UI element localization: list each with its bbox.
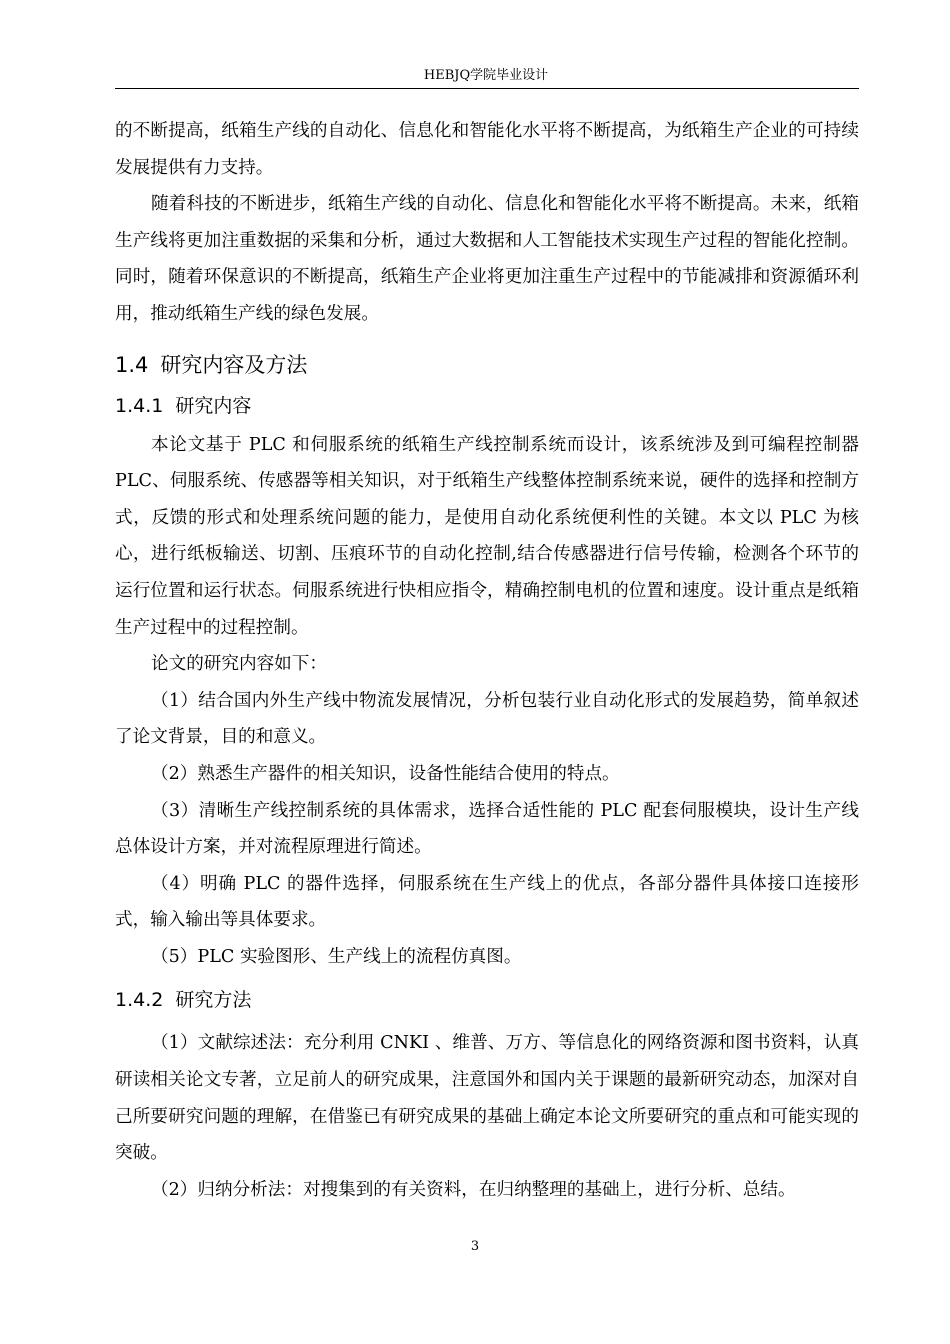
section-heading-1-4	[115, 353, 859, 377]
paragraph-continued: 的不断提高，纸箱生产线的自动化、信息化和智能化水平将不断提高，为纸箱生产企业的可持续发展提供有力支持。	[115, 121, 859, 178]
list-item: （2）熟悉生产器件的相关知识，设备性能结合使用的特点。	[151, 763, 620, 784]
page-body	[115, 113, 859, 1208]
list-item: （1）结合国内外生产线中物流发展情况，分析包装行业自动化形式的发展趋势，简单叙述了论文背景，目的和意义。	[115, 690, 859, 748]
section-number: 1.4	[115, 352, 149, 377]
section-title: 研究内容	[175, 394, 252, 417]
section-number: 1.4.2	[115, 989, 164, 1012]
running-header: HEBJQ学院毕业设计	[423, 68, 549, 83]
paragraph-research-intro: 本论文基于 PLC 和伺服系统的纸箱生产线控制系统而设计，该系统涉及到可编程控制器 PLC、伺服系统、传感器等相关知识，对于纸箱生产线整体控制系统来说，硬件的选择和控制方式，反馈的形式和处理系统问题的能力，是使用自动化系统便利性的关键。本文以 PLC 为核心，进行纸板输送、切割、压痕环节的自动化控制,结合传感器进行信号传输，检测各个环节的运行位置和运行状态。伺服系统进行快相应指令，精确控制电机的位置和速度。设计重点是纸箱生产过程中的过程控制。	[115, 434, 859, 638]
section-heading-1-4-1	[115, 395, 859, 417]
list-item: （3）清晰生产线控制系统的具体需求，选择合适性能的 PLC 配套伺服模块，设计生产线总体设计方案，并对流程原理进行简述。	[115, 800, 859, 858]
list-item: （1）文献综述法：充分利用 CNKI 、维普、万方、等信息化的网络资源和图书资料，认真研读相关论文专著，立足前人的研究成果，注意国外和国内关于课题的最新研究动态，加深对自己所要研究问题的理解，在借鉴已有研究成果的基础上确定本论文所要研究的重点和可能实现的突破。	[115, 1033, 859, 1164]
section-heading-1-4-2	[115, 989, 859, 1011]
list-item: （4）明确 PLC 的器件选择，伺服系统在生产线上的优点，各部分器件具体接口连接形式，输入输出等具体要求。	[115, 873, 859, 931]
list-item: （5）PLC 实验图形、生产线上的流程仿真图。	[151, 946, 522, 967]
section-title: 研究方法	[175, 989, 252, 1012]
paragraph-list-lead: 论文的研究内容如下：	[151, 654, 327, 675]
list-item: （2）归纳分析法：对搜集到的有关资料，在归纳整理的基础上，进行分析、总结。	[151, 1179, 796, 1200]
header-rule	[115, 88, 859, 89]
paragraph-future-trends: 随着科技的不断进步，纸箱生产线的自动化、信息化和智能化水平将不断提高。未来，纸箱生产线将更加注重数据的采集和分析，通过大数据和人工智能技术实现生产过程的智能化控制。同时，随着环保意识的不断提高，纸箱生产企业将更加注重生产过程中的节能减排和资源循环利用，推动纸箱生产线的绿色发展。	[115, 194, 859, 324]
section-title: 研究内容及方法	[160, 352, 308, 377]
page-number: 3	[470, 1239, 480, 1254]
section-number: 1.4.1	[115, 394, 164, 417]
